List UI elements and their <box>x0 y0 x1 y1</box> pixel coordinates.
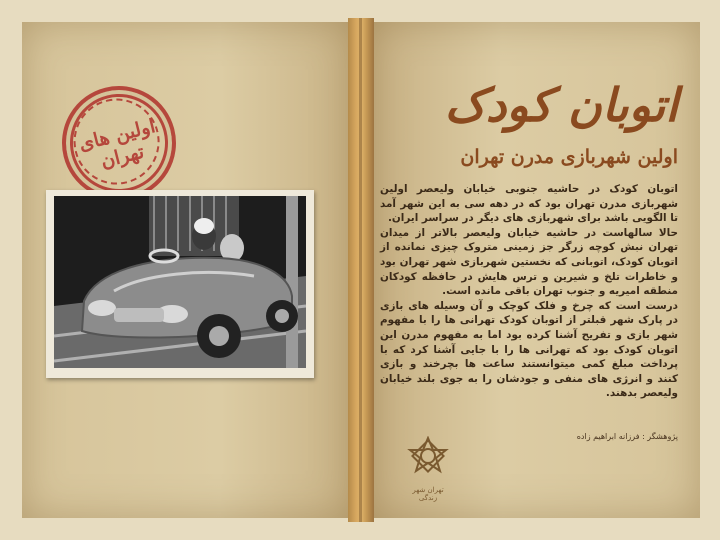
logo-caption: تهران شهر زندگی <box>412 486 444 502</box>
tehran-municipality-logo <box>405 436 451 504</box>
paragraph: حالا سالهاست در حاشیه خیابان ولیعصر بالاتر از میدان تهران نبش کوچه زرگر جز زمینی متروک چیزی نمانده از اتوبان کودک، اتوبانی که نخستین شهربازی شهر تهران بود و خاطرات تلخ و شیرین و ترس هایش در حافظه کودکان منطقه امیریه و جنوب تهران باقی مانده است. <box>380 226 678 298</box>
article-title: اتوبان کودک <box>444 78 678 132</box>
stamp-text: اولین های تهران <box>76 115 158 173</box>
book-spine <box>348 18 374 522</box>
toy-car-photo-illustration <box>54 196 306 368</box>
article-body <box>380 182 678 401</box>
researcher-credit: پژوهشگر : فرزانه ابراهیم زاده <box>576 432 678 441</box>
paragraph: درست است که چرخ و فلک کوچک و آن وسیله های بازی در پارک شهر قبلتر از اتوبان کودک تهرانی ها را با مفهوم شهر بازی و تفریح آشنا کرده بود اما به مفهوم مدرن این اتوبان کودک بود که تهرانی ها را با جایی آشنا کرد که با پرداخت مبلغ کمی میتوانستند ساعت ها بچرخند و بازی کنند و انرژی های منفی و جودشان را به جوی بلند خیابان ولیعصر بدهند. <box>380 299 678 400</box>
paragraph: اتوبان کودک در حاشیه جنوبی خیابان ولیعصر اولین شهربازی مدرن تهران بود که در دهه سی به این شهر آمد تا الگویی باشد برای شهربازی های دیگر در سراسر ایران. <box>380 183 678 225</box>
article-subtitle: اولین شهربازی مدرن تهران <box>460 146 678 168</box>
star-pattern-icon <box>405 436 451 480</box>
vintage-photo <box>46 190 314 378</box>
photo-children-in-toy-car <box>54 196 306 368</box>
